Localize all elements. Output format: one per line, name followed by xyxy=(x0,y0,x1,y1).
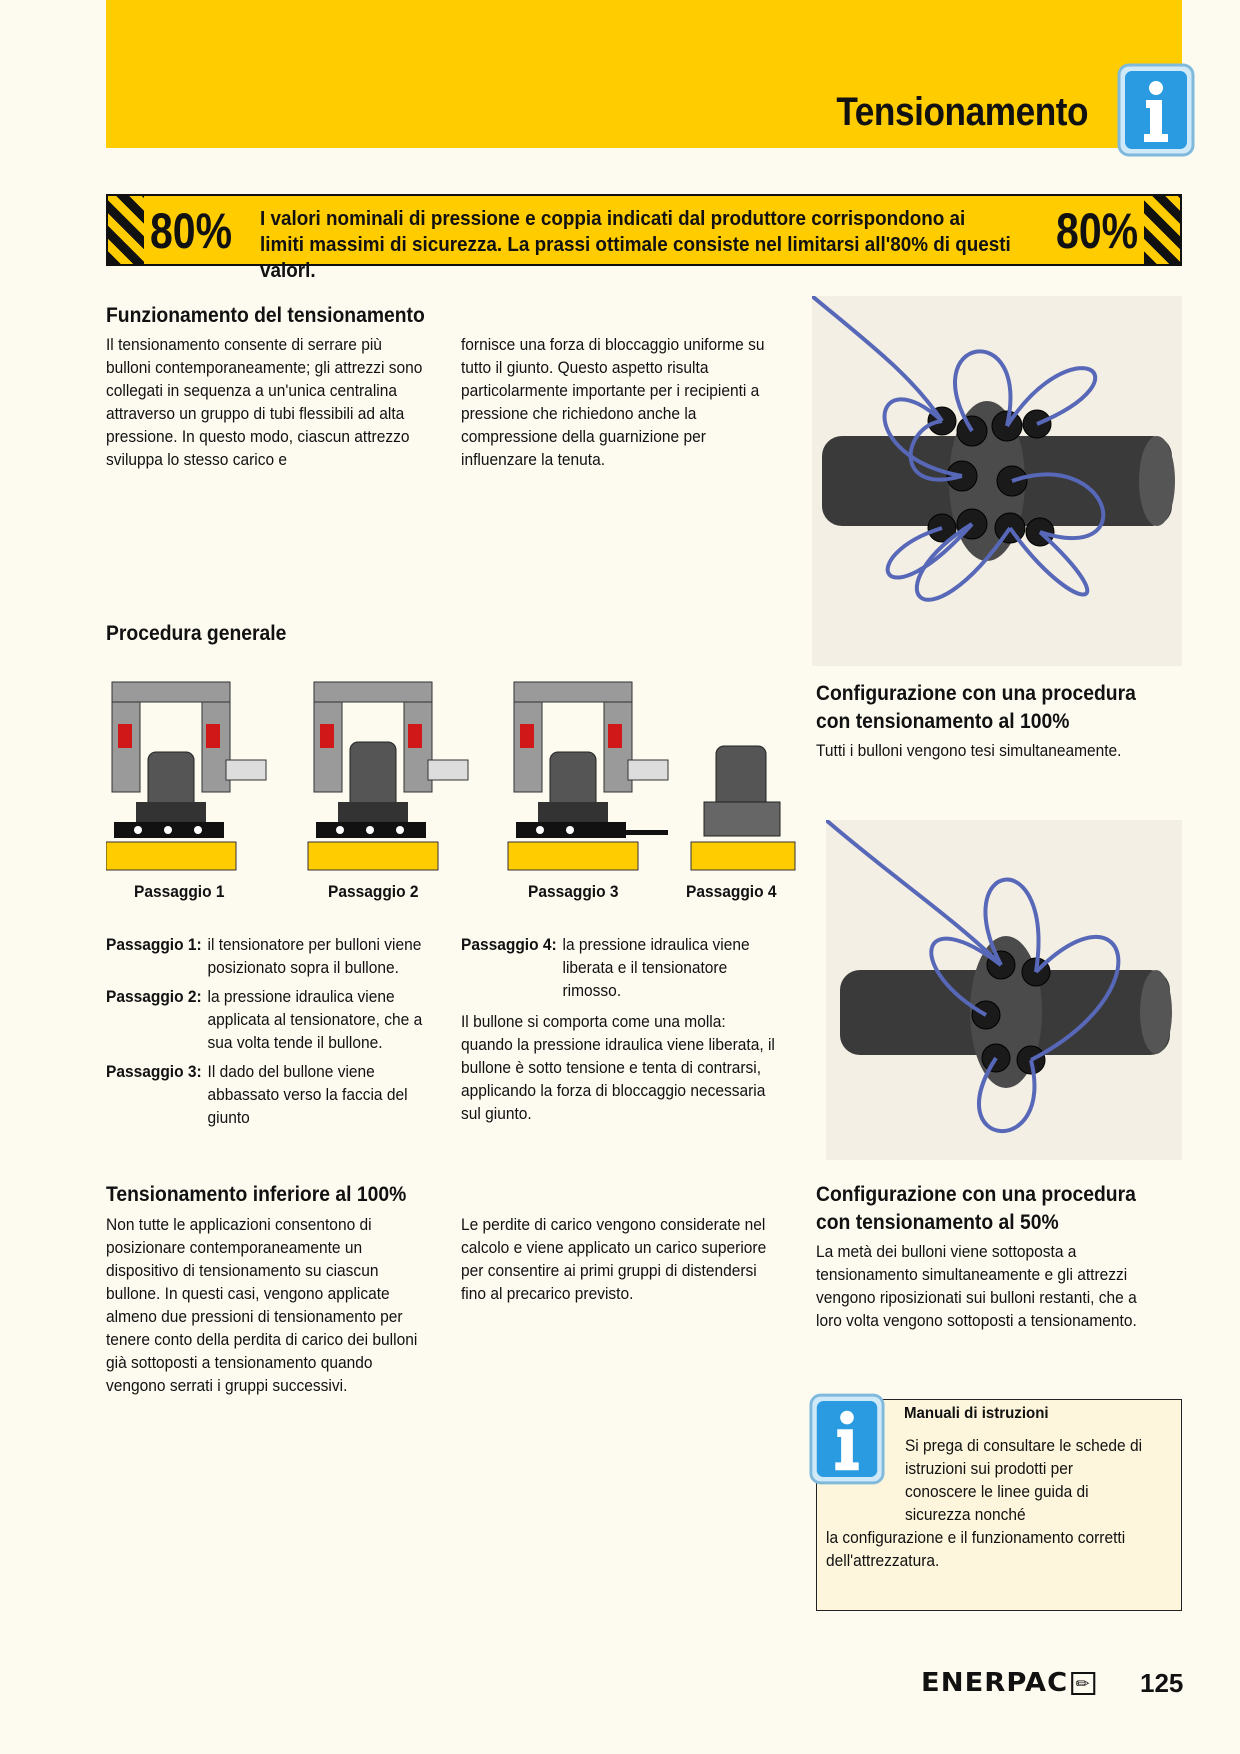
info-icon xyxy=(1116,62,1196,158)
step-row-label: Passaggio 3: xyxy=(106,1063,202,1081)
section-title-procedure: Procedura generale xyxy=(106,622,287,645)
step-list-right xyxy=(461,934,781,1009)
section-title-tensioning: Funzionamento del tensionamento xyxy=(106,304,425,327)
config-100-text: Tutti i bulloni vengono tesi simultaneamente. xyxy=(816,742,1122,760)
tensioner-step-2 xyxy=(308,682,468,870)
step-row-text: la pressione idraulica viene liberata e il tensionatore rimosso. xyxy=(562,936,750,1000)
hazard-stripes-icon xyxy=(108,196,144,264)
flange-100-photo xyxy=(812,296,1182,666)
step-label-3: Passaggio 3 xyxy=(528,883,619,901)
percent-left: 80% xyxy=(150,203,233,259)
step-row-label: Passaggio 1: xyxy=(106,936,202,954)
step-row-text: Il dado del bullone viene abbassato verso la faccia del giunto xyxy=(207,1063,408,1127)
flange-50-photo xyxy=(826,820,1182,1160)
info-box-text xyxy=(826,1435,1146,1573)
step-label-4: Passaggio 4 xyxy=(686,883,777,901)
step-row-text: la pressione idraulica viene applicata al tensionatore, che a sua volta tende il bullone. xyxy=(207,988,423,1052)
page-title: Tensionamento xyxy=(836,90,1088,134)
hazard-stripes-icon xyxy=(1144,196,1180,264)
section-text-col1: Il tensionamento consente di serrare più bulloni contemporaneamente; gli attrezzi sono collegati in sequenza a un'unica centralina attraverso un gruppo di tubi flessibili ad alta pressione. In questo modo, ciascun attrezzo sviluppa lo stesso carico e xyxy=(106,336,423,469)
step-row-label: Passaggio 4: xyxy=(461,936,557,954)
config-100-title: Configurazione con una procedura con tensionamento al 100% xyxy=(816,682,1136,733)
enerpac-logo-icon: ✏ xyxy=(1071,1672,1095,1695)
below-100-col1: Non tutte le applicazioni consentono di posizionare contemporaneamente un dispositivo di tensionamento su ciascun bullone. In questi casi, vengono applicate almeno due pressioni di tensionamento per tenere conto della perdita di carico dei bulloni già sottoposti a tensionamento quando vengono serrati i gruppi successivi. xyxy=(106,1216,418,1395)
spring-text: Il bullone si comporta come una molla: quando la pressione idraulica viene liberata, il bullone è sotto tensione e tenta di contrarsi, applicando la forza di bloccaggio necessaria sul giunto. xyxy=(461,1013,775,1123)
step-label-1: Passaggio 1 xyxy=(134,883,225,901)
procedure-diagram xyxy=(106,672,806,872)
step-label-2: Passaggio 2 xyxy=(328,883,419,901)
enerpac-logo xyxy=(921,1668,1095,1698)
brand-name: ENERPAC xyxy=(921,1668,1069,1698)
step-row-4 xyxy=(461,934,781,1003)
warning-text: I valori nominali di pressione e coppia indicati dal produttore corrispondono ai limiti massimi di sicurezza. La prassi ottimale consiste nel limitarsi all'80% di questi valori. xyxy=(260,207,1011,282)
info-box-text-indented: Si prega di consultare le schede di istruzioni sui prodotti per conoscere le linee guida di sicurezza nonché xyxy=(904,1437,1143,1524)
tensioner-step-1 xyxy=(106,682,266,870)
step-list-left xyxy=(106,934,426,1136)
step-row-3 xyxy=(106,1061,426,1130)
tensioner-step-3 xyxy=(508,682,668,870)
step-row-label: Passaggio 2: xyxy=(106,988,202,1006)
bolt-step-4 xyxy=(691,746,795,870)
percent-right: 80% xyxy=(1055,203,1138,259)
safety-warning-bar xyxy=(106,194,1182,282)
below-100-col2: Le perdite di carico vengono considerate nel calcolo e viene applicato un carico superiore per consentire ai primi gruppi di distendersi fino al precarico previsto. xyxy=(461,1216,767,1303)
info-box-text-full: la configurazione e il funzionamento corretti dell'attrezzatura. xyxy=(826,1529,1126,1570)
section-text-col2: fornisce una forza di bloccaggio uniforme su tutto il giunto. Questo aspetto risulta particolarmente importante per i recipienti a pressione che richiedono anche la compressione della guarnizione per influenzare la tenuta. xyxy=(461,336,765,469)
config-50-title: Configurazione con una procedura con tensionamento al 50% xyxy=(816,1183,1136,1234)
info-box-title: Manuali di istruzioni xyxy=(904,1405,1049,1422)
config-50-text: La metà dei bulloni viene sottoposta a tensionamento simultaneamente e gli attrezzi vengono riposizionati sui bulloni restanti, che a loro volta vengono sottoposti a tensionamento. xyxy=(816,1243,1137,1330)
step-row-1 xyxy=(106,934,426,980)
step-row-2 xyxy=(106,986,426,1055)
section-title-below-100: Tensionamento inferiore al 100% xyxy=(106,1183,407,1206)
page-number: 125 xyxy=(1140,1668,1184,1698)
step-row-text: il tensionatore per bulloni viene posizionato sopra il bullone. xyxy=(207,936,422,977)
